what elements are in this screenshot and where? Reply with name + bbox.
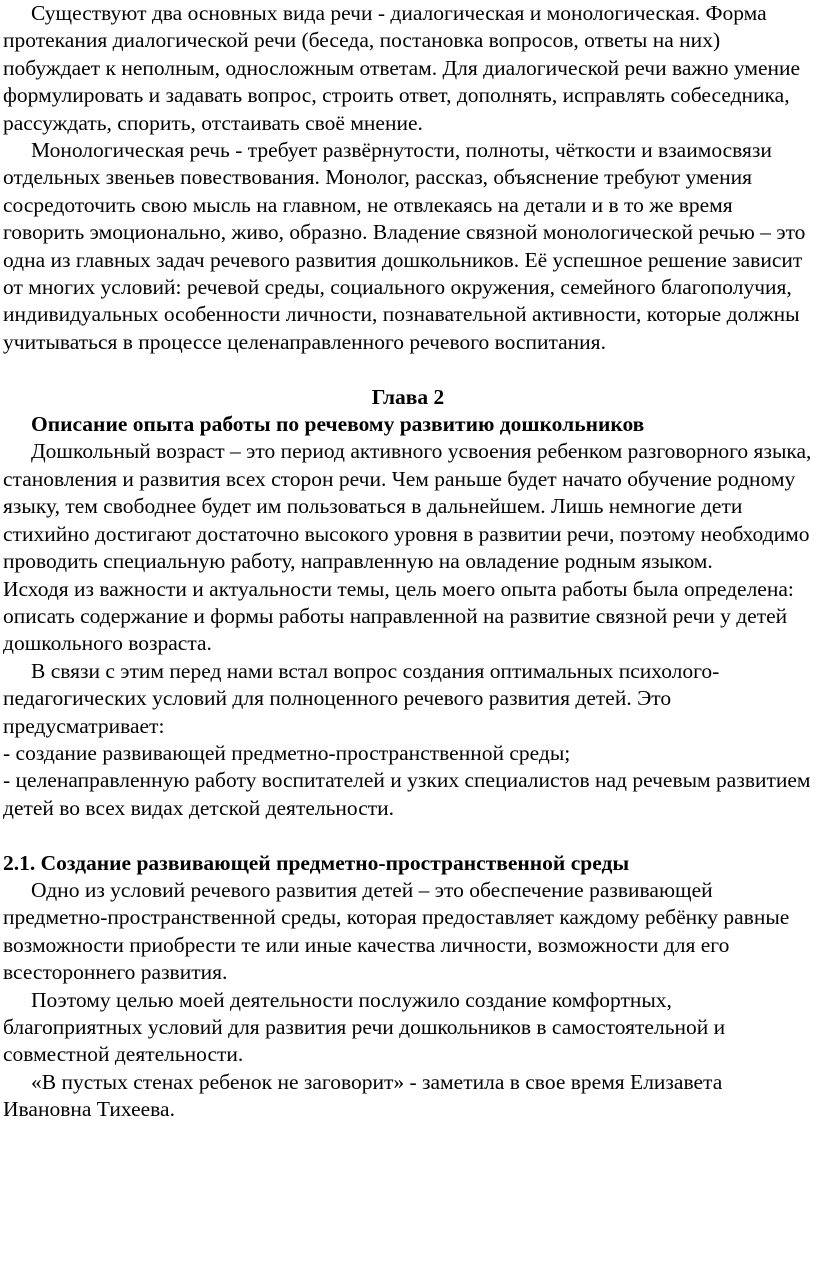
chapter-paragraph-goal: Исходя из важности и актуальности темы, цель моего опыта работы была определена: описать содержание и формы работы направленной на развитие связной речи у детей дошкольного возраста. (3, 576, 794, 656)
list-item: - создание развивающей предметно-пространственной среды; (3, 740, 571, 765)
section-paragraph-purpose: Поэтому целью моей деятельности послужило создание комфортных, благоприятных условий для развития речи дошкольников в самостоятельной и совместной деятельности. (3, 987, 726, 1067)
chapter-title: Глава 2 (371, 384, 445, 409)
intro-paragraph-dialogic: Существуют два основных вида речи - диалогическая и монологическая. Форма протекания диалогической речи (беседа, постановка вопросов, ответы на них) побуждает к неполным, односложным ответам. Для диалогической речи важно умение формулировать и задавать вопрос, строить ответ, дополнять, исправлять собеседника, рассуждать, спорить, отстаивать своё мнение. (3, 1, 801, 135)
blank-line (3, 356, 813, 383)
chapter-paragraph-conditions: В связи с этим перед нами встал вопрос создания оптимальных психолого-педагогических условий для полноценного речевого развития детей. Это предусматривает: (3, 658, 720, 738)
section-heading: 2.1. Создание развивающей предметно-пространственной среды (3, 850, 630, 875)
section-paragraph-quote: «В пустых стенах ребенок не заговорит» - заметила в свое время Елизавета Ивановна Тихеева. (3, 1069, 723, 1122)
list-item: - целенаправленную работу воспитателей и узких специалистов над речевым развитием детей во всех видах детской деятельности. (3, 768, 811, 820)
section-paragraph-environment: Одно из условий речевого развития детей – это обеспечение развивающей предметно-пространственной среды, которая предоставляет каждому ребёнку равные возможности приобрести те или иные качества личности, возможности для его всестороннего развития. (3, 877, 790, 985)
intro-paragraph-monologic: Монологическая речь - требует развёрнутости, полноты, чёткости и взаимосвязи отдельных звеньев повествования. Монолог, рассказ, объяснение требуют умения сосредоточить свою мысль на главном, не отвлекаясь на детали и в то же время говорить эмоционально, живо, образно. Владение связной монологической речью – это одна из главных задач речевого развития дошкольников. Её успешное решение зависит от многих условий: речевой среды, социального окружения, семейного благополучия, индивидуальных особенности личности, познавательной активности, которые должны учитываться в процессе целенаправленного речевого воспитания. (3, 138, 806, 354)
chapter-paragraph-preschool-age: Дошкольный возраст – это период активного усвоения ребенком разговорного языка, становления и развития всех сторон речи. Чем раньше будет начато обучение родному языку, тем свободнее будет им пользоваться в дальнейшем. Лишь немногие дети стихийно достигают достаточно высокого уровня в развитии речи, поэтому необходимо проводить специальную работу, направленную на овладение родным языком. (3, 439, 812, 574)
blank-line (3, 822, 813, 849)
chapter-subtitle: Описание опыта работы по речевому развитию дошкольников (31, 412, 645, 437)
